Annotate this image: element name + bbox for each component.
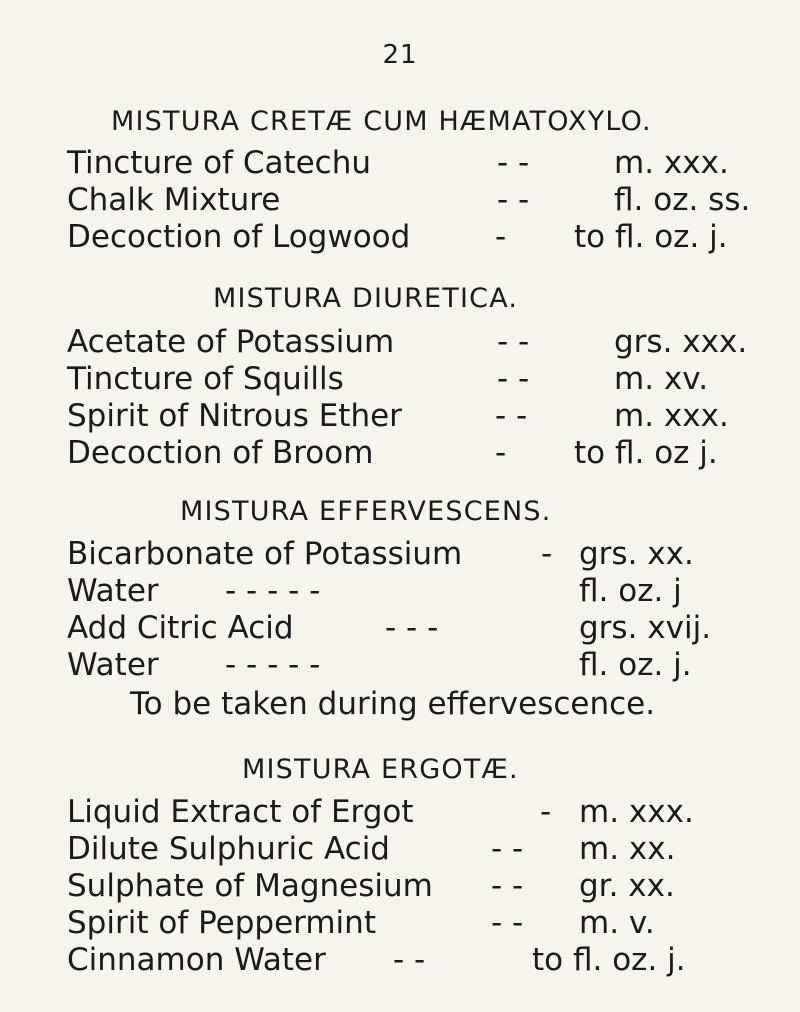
- ingredient-name: Decoction of Broom: [67, 435, 374, 471]
- ingredient-name: Spirit of Nitrous Ether: [67, 398, 402, 434]
- ingredient-name: Water: [67, 573, 159, 609]
- dose: fl. oz. j.: [579, 647, 692, 683]
- ingredient-name: Decoction of Logwood: [67, 219, 411, 255]
- leader-dashes: - - -: [385, 610, 439, 646]
- recipe-row: [67, 940, 767, 980]
- ingredient-name: Add Citric Acid: [67, 610, 294, 646]
- leader-dashes: - -: [497, 145, 530, 181]
- recipe-row: [67, 433, 767, 473]
- dose: to fl. oz. j.: [532, 942, 686, 978]
- recipe-row: [67, 534, 767, 574]
- leader-dashes: - - - - -: [225, 647, 321, 683]
- ingredient-name: Water: [67, 647, 159, 683]
- recipe-row: [67, 829, 767, 869]
- ingredient-name: Tincture of Catechu: [67, 145, 372, 181]
- dose: grs. xx.: [579, 536, 694, 572]
- dose: grs. xxx.: [614, 324, 748, 360]
- dose: m. xv.: [614, 361, 709, 397]
- section-title-diuretica: MISTURA DIURETICA.: [213, 283, 519, 314]
- recipe-row: [67, 359, 767, 399]
- dose: grs. xvij.: [579, 610, 712, 646]
- recipe-row: [67, 217, 767, 257]
- dose: m. v.: [579, 905, 655, 941]
- leader-dashes: -: [495, 435, 507, 471]
- dose: m. xxx.: [614, 145, 729, 181]
- dose: m. xxx.: [614, 398, 729, 434]
- ingredient-name: Sulphate of Magnesium: [67, 868, 433, 904]
- leader-dashes: - - - - -: [225, 573, 321, 609]
- dose: to fl. oz. j.: [574, 219, 728, 255]
- section-title-effervescens: MISTURA EFFERVESCENS.: [180, 496, 552, 527]
- dose: m. xx.: [579, 831, 676, 867]
- dose: to fl. oz j.: [574, 435, 718, 471]
- dose: gr. xx.: [579, 868, 675, 904]
- page-number: 21: [382, 40, 418, 70]
- recipe-row: [67, 903, 767, 943]
- recipe-row: [67, 608, 767, 648]
- ingredient-name: Tincture of Squills: [67, 361, 344, 397]
- recipe-row: [67, 645, 767, 685]
- section-title-cretae: MISTURA CRETÆ CUM HÆMATOXYLO.: [111, 106, 652, 137]
- leader-dashes: - -: [495, 398, 528, 434]
- dose: fl. oz. ss.: [614, 182, 751, 218]
- recipe-row: [67, 571, 767, 611]
- recipe-row: [67, 143, 767, 183]
- leader-dashes: - -: [497, 361, 530, 397]
- leader-dashes: - -: [497, 324, 530, 360]
- leader-dashes: - -: [393, 942, 426, 978]
- ingredient-name: Bicarbonate of Potassium: [67, 536, 463, 572]
- ingredient-name: Liquid Extract of Ergot: [67, 794, 414, 830]
- ingredient-name: Cinnamon Water: [67, 942, 326, 978]
- leader-dashes: -: [541, 536, 553, 572]
- leader-dashes: - -: [491, 905, 524, 941]
- ingredient-name: Chalk Mixture: [67, 182, 281, 218]
- recipe-row: [67, 180, 767, 220]
- leader-dashes: -: [540, 794, 552, 830]
- leader-dashes: - -: [497, 182, 530, 218]
- leader-dashes: -: [495, 219, 507, 255]
- leader-dashes: - -: [491, 831, 524, 867]
- recipe-row: [67, 322, 767, 362]
- leader-dashes: - -: [491, 868, 524, 904]
- instruction-note: To be taken during effervescence.: [130, 686, 656, 722]
- ingredient-name: Acetate of Potassium: [67, 324, 395, 360]
- recipe-row: [67, 866, 767, 906]
- dose: m. xxx.: [579, 794, 694, 830]
- recipe-row: [67, 792, 767, 832]
- section-title-ergotae: MISTURA ERGOTÆ.: [242, 754, 519, 785]
- recipe-row: [67, 396, 767, 436]
- ingredient-name: Dilute Sulphuric Acid: [67, 831, 390, 867]
- dose: fl. oz. j: [579, 573, 682, 609]
- ingredient-name: Spirit of Peppermint: [67, 905, 376, 941]
